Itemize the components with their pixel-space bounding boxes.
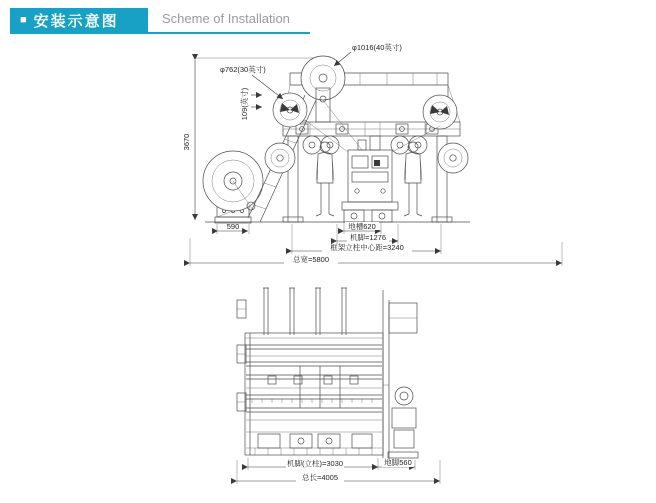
left-roll-phi762 <box>273 93 307 127</box>
dim-label-620: 地槽620 <box>348 222 376 231</box>
right-roll-phi762 <box>423 95 457 129</box>
dim-label-1276: 机脚=1276 <box>349 233 387 242</box>
left-lower-roll <box>265 143 295 173</box>
dim-label-560: 地脚560 <box>384 458 412 467</box>
side-view-dimensions <box>237 457 440 484</box>
leader-phi762 <box>252 75 283 99</box>
label-phi762: φ762(30英寸) <box>220 65 266 74</box>
dim-label-3670: 3670 <box>182 133 191 151</box>
machine-body-outline <box>245 333 383 455</box>
section-title-chinese: 安装示意图 <box>33 12 119 30</box>
right-attachment <box>383 290 418 458</box>
front-view-drawing <box>182 42 562 266</box>
right-lower-roll <box>438 143 468 173</box>
top-roll-phi1016 <box>301 56 345 122</box>
side-view-drawing <box>237 288 440 484</box>
bullet-square-icon: ■ <box>20 13 27 26</box>
left-bearing-housings <box>237 300 246 411</box>
left-cloth-roll <box>203 151 263 211</box>
dim-label-5800: 总宽=5800 <box>292 255 330 264</box>
center-machine <box>342 136 398 222</box>
label-phi1016: φ1016(40英寸) <box>352 43 402 52</box>
dim-label-590: 590 <box>226 222 240 231</box>
front-view-dimensions <box>190 221 562 266</box>
section-title-english: Scheme of Installation <box>162 11 290 26</box>
label-109: 109(英寸) <box>240 87 249 121</box>
leader-phi1016 <box>334 52 351 66</box>
access-panels <box>258 434 372 448</box>
dim-label-3030: 机脚(立柱)=3030 <box>286 459 344 468</box>
roller-bands <box>246 345 382 448</box>
dim-label-3240: 框架立柱中心距=3240 <box>330 243 404 252</box>
dim-label-4005: 总长=4005 <box>301 473 339 482</box>
creel-posts <box>263 288 347 335</box>
